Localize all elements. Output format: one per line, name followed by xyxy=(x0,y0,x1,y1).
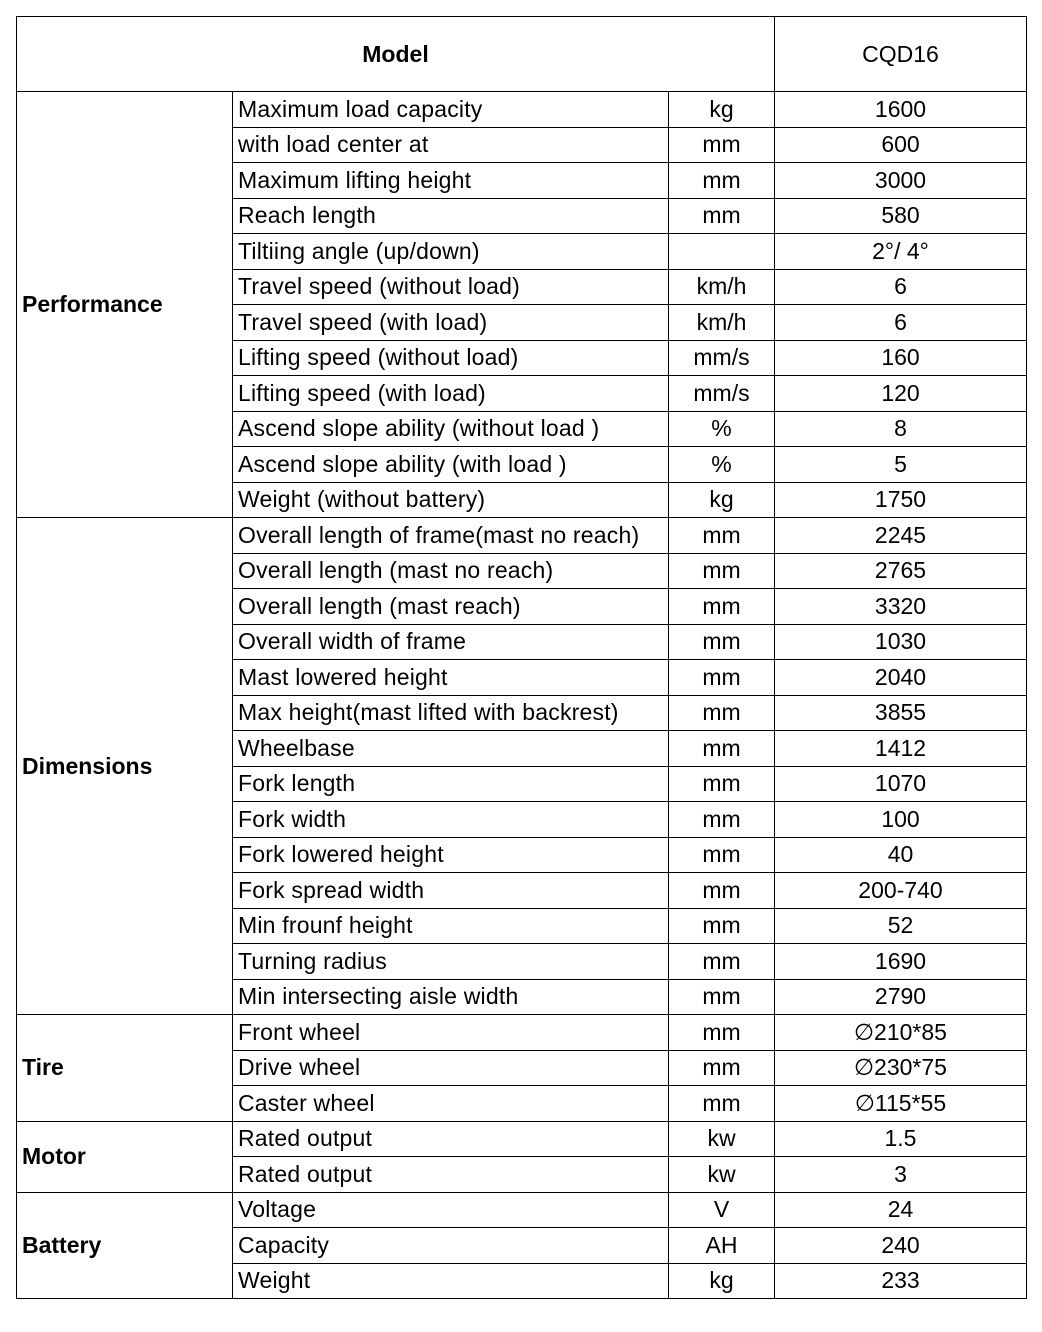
value-cell: 1030 xyxy=(775,624,1027,660)
unit-cell: mm xyxy=(669,163,775,199)
unit-cell: km/h xyxy=(669,269,775,305)
value-cell: 1.5 xyxy=(775,1121,1027,1157)
unit-cell: mm xyxy=(669,979,775,1015)
value-cell: 233 xyxy=(775,1263,1027,1299)
unit-cell: V xyxy=(669,1192,775,1228)
value-cell: 1412 xyxy=(775,731,1027,767)
value-cell: 2790 xyxy=(775,979,1027,1015)
group-label-battery: Battery xyxy=(17,1192,233,1299)
value-cell: 1070 xyxy=(775,766,1027,802)
value-cell: 6 xyxy=(775,305,1027,341)
group-label-dimensions: Dimensions xyxy=(17,518,233,1015)
param-cell: Min frounf height xyxy=(233,908,669,944)
unit-cell: kw xyxy=(669,1157,775,1193)
param-cell: Rated output xyxy=(233,1121,669,1157)
value-cell: 40 xyxy=(775,837,1027,873)
param-cell: Mast lowered height xyxy=(233,660,669,696)
value-cell: 5 xyxy=(775,447,1027,483)
value-cell: 1750 xyxy=(775,482,1027,518)
value-cell: 1690 xyxy=(775,944,1027,980)
value-cell: 160 xyxy=(775,340,1027,376)
unit-cell: kg xyxy=(669,1263,775,1299)
unit-cell: mm xyxy=(669,553,775,589)
unit-cell: mm xyxy=(669,873,775,909)
unit-cell: mm xyxy=(669,695,775,731)
param-cell: with load center at xyxy=(233,127,669,163)
param-cell: Min intersecting aisle width xyxy=(233,979,669,1015)
unit-cell: mm xyxy=(669,731,775,767)
value-cell: 2245 xyxy=(775,518,1027,554)
group-label-motor: Motor xyxy=(17,1121,233,1192)
value-cell: 2°/ 4° xyxy=(775,234,1027,270)
value-cell: 600 xyxy=(775,127,1027,163)
param-cell: Ascend slope ability (with load ) xyxy=(233,447,669,483)
param-cell: Turning radius xyxy=(233,944,669,980)
param-cell: Lifting speed (without load) xyxy=(233,340,669,376)
param-cell: Travel speed (with load) xyxy=(233,305,669,341)
unit-cell: kg xyxy=(669,482,775,518)
value-cell: 2040 xyxy=(775,660,1027,696)
group-label-performance: Performance xyxy=(17,92,233,518)
unit-cell: AH xyxy=(669,1228,775,1264)
unit-cell: mm xyxy=(669,766,775,802)
param-cell: Fork lowered height xyxy=(233,837,669,873)
spec-row xyxy=(17,1121,1027,1157)
value-cell: 1600 xyxy=(775,92,1027,128)
value-cell: 580 xyxy=(775,198,1027,234)
param-cell: Overall length (mast reach) xyxy=(233,589,669,625)
value-cell: 200-740 xyxy=(775,873,1027,909)
param-cell: Wheelbase xyxy=(233,731,669,767)
param-cell: Overall width of frame xyxy=(233,624,669,660)
unit-cell: mm xyxy=(669,589,775,625)
param-cell: Overall length of frame(mast no reach) xyxy=(233,518,669,554)
unit-cell: mm xyxy=(669,127,775,163)
value-cell: 2765 xyxy=(775,553,1027,589)
unit-cell: km/h xyxy=(669,305,775,341)
unit-cell: mm xyxy=(669,1015,775,1051)
param-cell: Drive wheel xyxy=(233,1050,669,1086)
spec-row xyxy=(17,1015,1027,1051)
param-cell: Max height(mast lifted with backrest) xyxy=(233,695,669,731)
param-cell: Weight (without battery) xyxy=(233,482,669,518)
spec-row xyxy=(17,518,1027,554)
param-cell: Rated output xyxy=(233,1157,669,1193)
value-cell: 52 xyxy=(775,908,1027,944)
param-cell: Lifting speed (with load) xyxy=(233,376,669,412)
unit-cell: mm xyxy=(669,1086,775,1122)
value-cell: 24 xyxy=(775,1192,1027,1228)
unit-cell: mm xyxy=(669,518,775,554)
param-cell: Capacity xyxy=(233,1228,669,1264)
param-cell: Voltage xyxy=(233,1192,669,1228)
param-cell: Tiltiing angle (up/down) xyxy=(233,234,669,270)
unit-cell: mm xyxy=(669,944,775,980)
model-value: CQD16 xyxy=(775,17,1027,92)
value-cell: 3320 xyxy=(775,589,1027,625)
unit-cell: mm/s xyxy=(669,376,775,412)
value-cell: 240 xyxy=(775,1228,1027,1264)
unit-cell: kw xyxy=(669,1121,775,1157)
unit-cell: mm xyxy=(669,1050,775,1086)
param-cell: Weight xyxy=(233,1263,669,1299)
value-cell: 3855 xyxy=(775,695,1027,731)
param-cell: Fork length xyxy=(233,766,669,802)
spec-row xyxy=(17,92,1027,128)
param-cell: Maximum load capacity xyxy=(233,92,669,128)
value-cell: 120 xyxy=(775,376,1027,412)
spec-table-body xyxy=(17,17,1027,1299)
param-cell: Maximum lifting height xyxy=(233,163,669,199)
spec-row xyxy=(17,1192,1027,1228)
unit-cell: mm xyxy=(669,908,775,944)
model-label: Model xyxy=(17,17,775,92)
value-cell: 3000 xyxy=(775,163,1027,199)
value-cell: ∅115*55 xyxy=(775,1086,1027,1122)
value-cell: 6 xyxy=(775,269,1027,305)
spec-table xyxy=(16,16,1027,1299)
unit-cell xyxy=(669,234,775,270)
param-cell: Caster wheel xyxy=(233,1086,669,1122)
value-cell: 100 xyxy=(775,802,1027,838)
param-cell: Ascend slope ability (without load ) xyxy=(233,411,669,447)
param-cell: Overall length (mast no reach) xyxy=(233,553,669,589)
value-cell: 8 xyxy=(775,411,1027,447)
param-cell: Travel speed (without load) xyxy=(233,269,669,305)
param-cell: Reach length xyxy=(233,198,669,234)
unit-cell: mm/s xyxy=(669,340,775,376)
group-label-tire: Tire xyxy=(17,1015,233,1122)
header-row xyxy=(17,17,1027,92)
unit-cell: mm xyxy=(669,624,775,660)
unit-cell: mm xyxy=(669,198,775,234)
unit-cell: kg xyxy=(669,92,775,128)
param-cell: Fork width xyxy=(233,802,669,838)
unit-cell: mm xyxy=(669,802,775,838)
param-cell: Front wheel xyxy=(233,1015,669,1051)
unit-cell: % xyxy=(669,411,775,447)
unit-cell: mm xyxy=(669,660,775,696)
value-cell: ∅230*75 xyxy=(775,1050,1027,1086)
unit-cell: mm xyxy=(669,837,775,873)
unit-cell: % xyxy=(669,447,775,483)
param-cell: Fork spread width xyxy=(233,873,669,909)
value-cell: 3 xyxy=(775,1157,1027,1193)
value-cell: ∅210*85 xyxy=(775,1015,1027,1051)
